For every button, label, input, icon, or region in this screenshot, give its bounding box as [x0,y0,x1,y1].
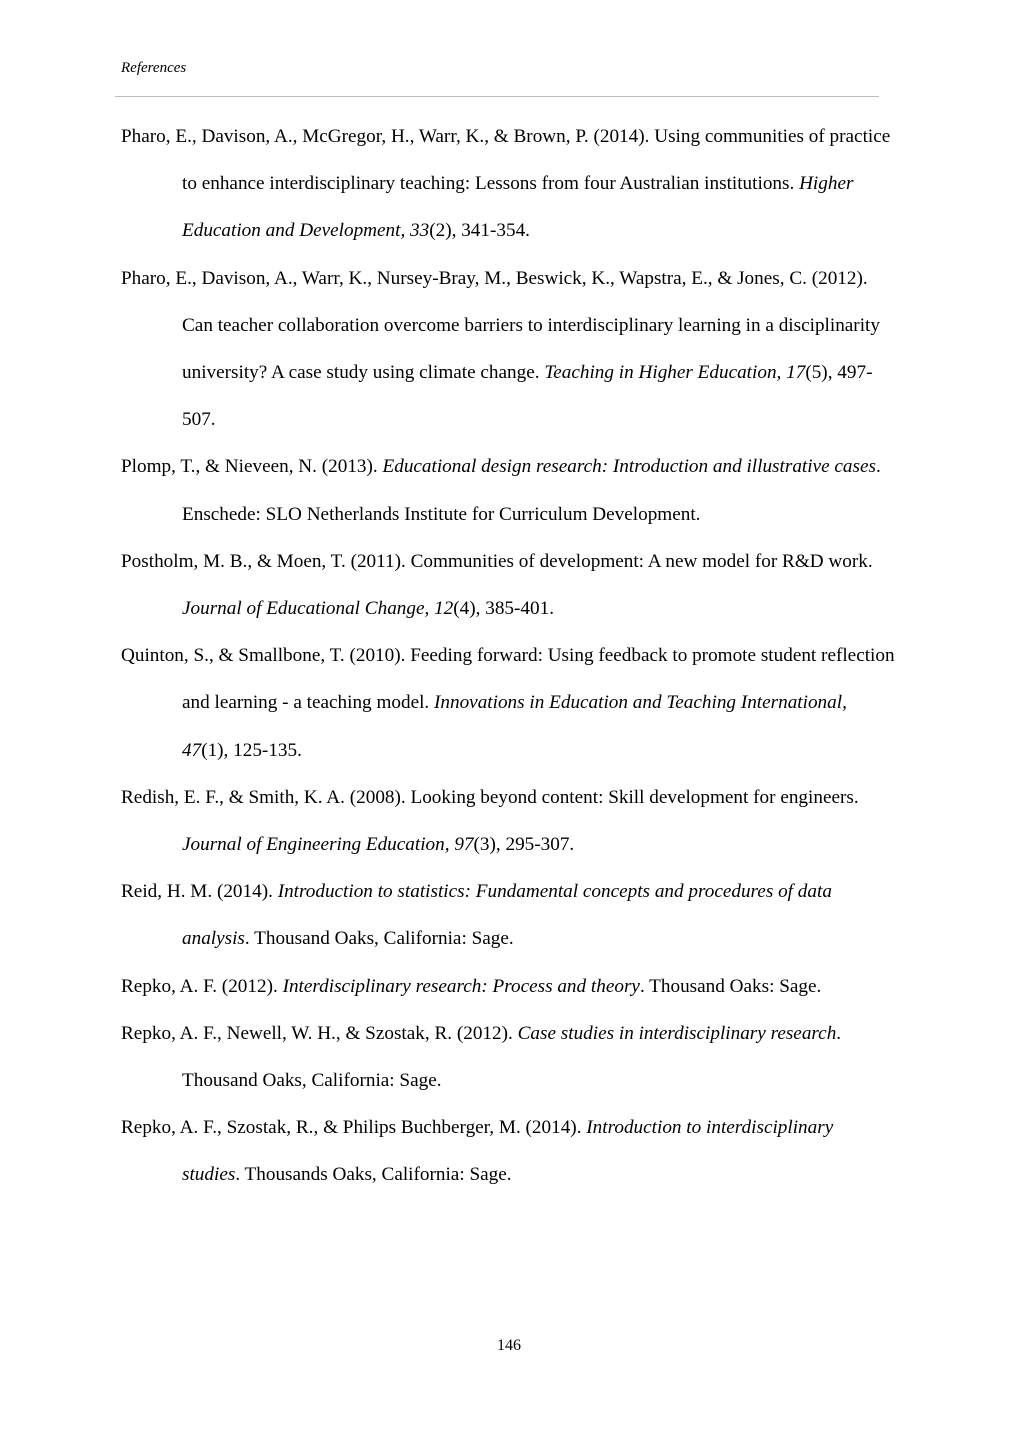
reference-text: (4), 385-401. [453,598,554,620]
reference-entry [121,963,896,1010]
reference-text: Quinton, S., & Smallbone, T. (2010). Feeding forward: Using feedback to promote student reflection and learning - a teaching model. [121,645,895,714]
reference-text: (2), 341-354. [429,220,530,242]
reference-text: . Thousand Oaks, California: Sage. [182,1022,842,1092]
reference-text: Repko, A. F. (2012). [121,975,283,997]
page-number: 146 [497,1337,521,1354]
reference-text: Postholm, M. B., & Moen, T. (2011). Communities of development: A new model for R&D work. [121,550,873,572]
reference-source: Interdisciplinary research: Process and theory [282,975,640,997]
reference-source: Journal of Engineering Education, 97 [182,834,474,856]
reference-source: Teaching in Higher Education, 17 [544,362,806,384]
reference-entry [121,538,896,632]
reference-entry [121,443,896,537]
reference-list [121,113,896,1199]
reference-source: Journal of Educational Change, 12 [182,598,454,620]
running-header: References [121,60,187,76]
reference-text: . Thousands Oaks, California: Sage. [235,1164,512,1186]
reference-entry [121,255,896,444]
reference-source: Higher Education and Development, 33 [182,173,854,242]
reference-source: Innovations in Education and Teaching International, 47 [182,692,847,761]
reference-text: (1), 125-135. [201,739,302,761]
reference-text: Repko, A. F., Newell, W. H., & Szostak, R. (2012). [121,1022,518,1044]
reference-entry [121,1104,896,1198]
reference-text: Pharo, E., Davison, A., McGregor, H., Warr, K., & Brown, P. (2014). Using communities of practice to enhance interdisciplinary teaching: Lessons from four Australian institutions. [121,126,891,195]
reference-text: . Thousand Oaks, California: Sage. [244,928,514,950]
reference-source: Educational design research: Introduction and illustrative cases [382,456,876,478]
reference-text: Plomp, T., & Nieveen, N. (2013). [121,456,383,478]
reference-text: Repko, A. F., Szostak, R., & Philips Buchberger, M. (2014). [121,1117,587,1139]
reference-source: Case studies in interdisciplinary research [517,1022,837,1044]
reference-text: Pharo, E., Davison, A., Warr, K., Nursey-Bray, M., Beswick, K., Wapstra, E., & Jones, C. (2012). Can teacher collaboration overcome barriers to interdisciplinary learning in a disciplinarity university? A case study using climate change. [121,267,880,384]
reference-source: Introduction to statistics: Fundamental concepts and procedures of data analysis [182,881,832,950]
reference-entry [121,113,896,255]
reference-text: Redish, E. F., & Smith, K. A. (2008). Looking beyond content: Skill development for engineers. [121,786,859,808]
header-divider [115,96,879,97]
reference-text: Reid, H. M. (2014). [121,881,278,903]
reference-entry [121,774,896,868]
reference-entry [121,632,896,774]
reference-text: (3), 295-307. [473,834,575,856]
reference-text: . Enschede: SLO Netherlands Institute for Curriculum Development. [182,456,881,525]
reference-text: . Thousand Oaks: Sage. [639,975,822,997]
reference-entry [121,868,896,962]
reference-text: (5), 497-507. [182,362,873,431]
reference-entry [121,1010,896,1104]
reference-source: Introduction to interdisciplinary studies [182,1117,834,1186]
